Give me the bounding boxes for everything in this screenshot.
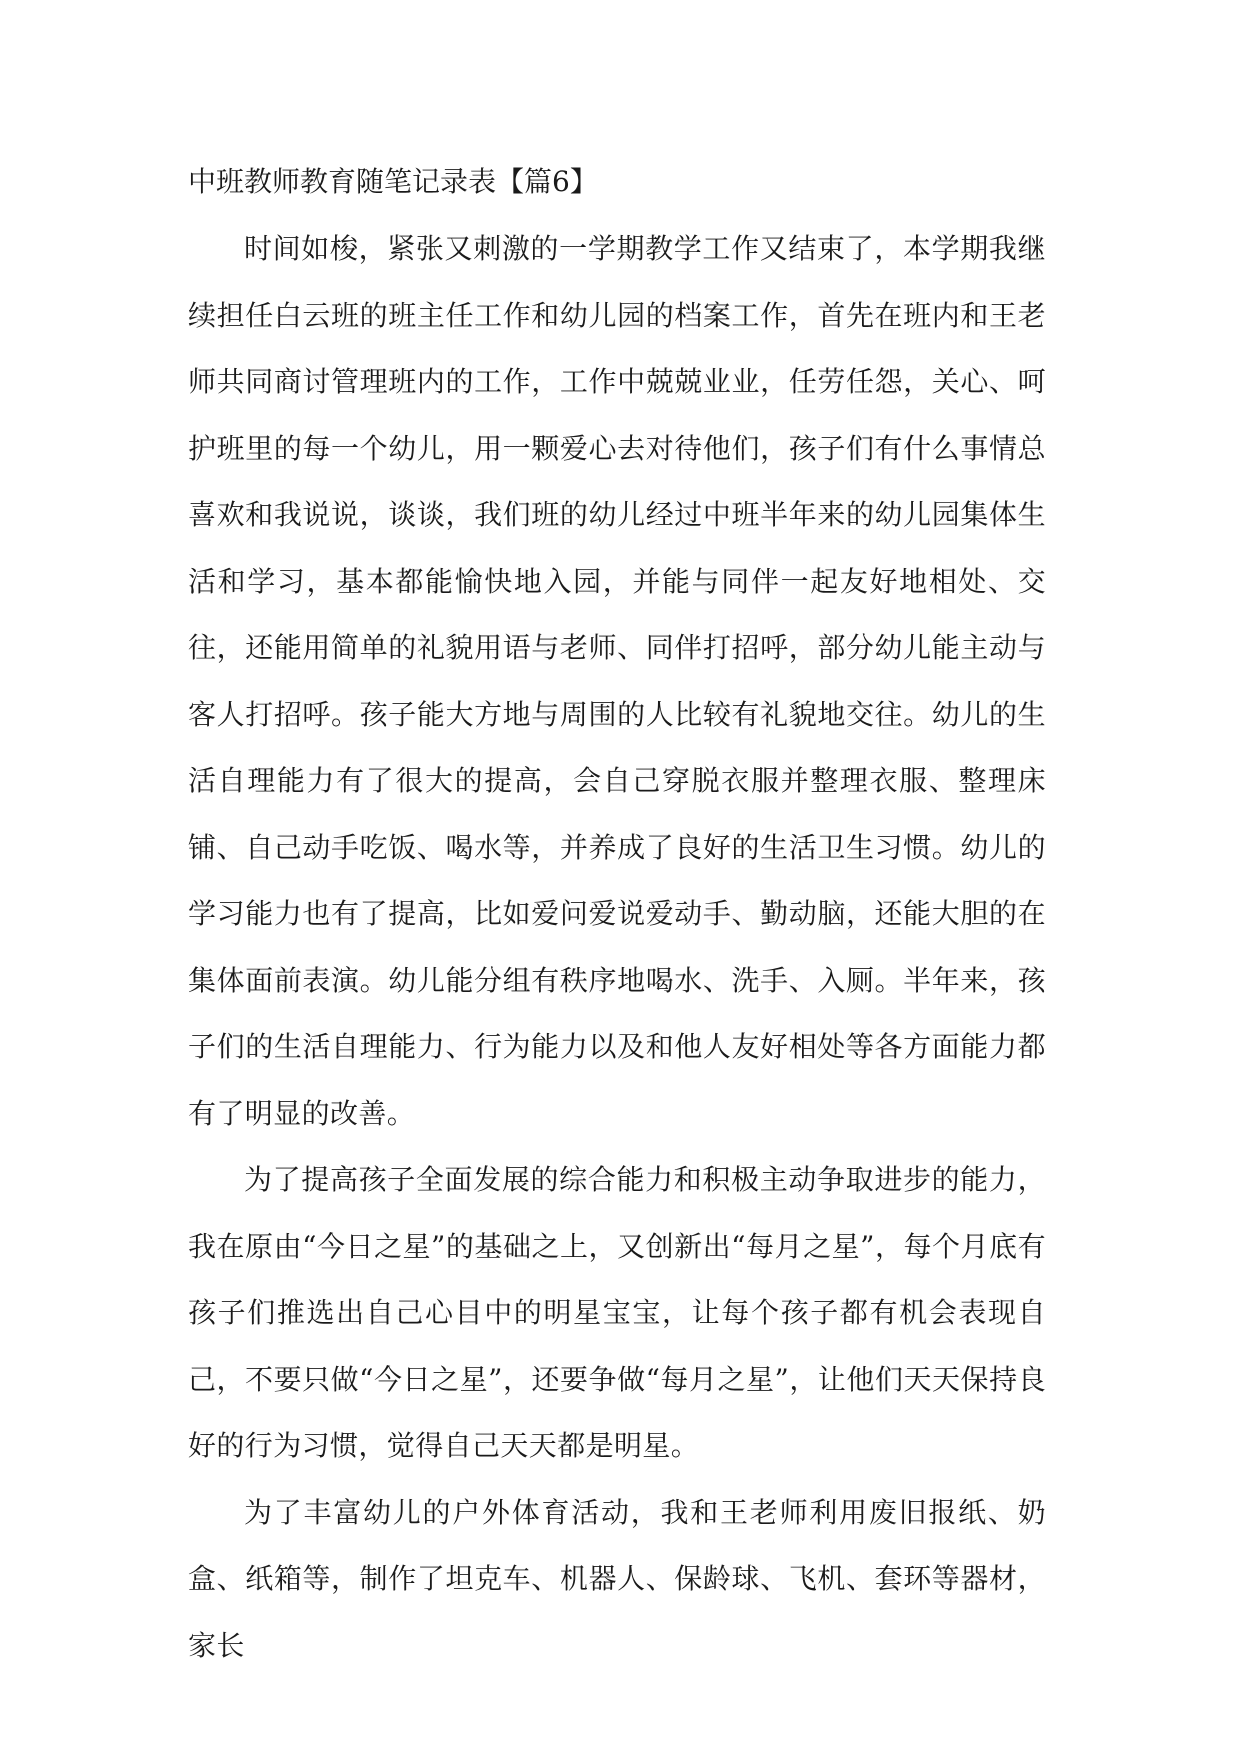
document-title: 中班教师教育随笔记录表【篇6】 [188,165,598,198]
paragraph-1: 时间如梭，紧张又刺激的一学期教学工作又结束了，本学期我继续担任白云班的班主任工作和幼儿园的档案工作，首先在班内和王老师共同商讨管理班内的工作，工作中兢兢业业，任劳任怨，关心、呵护班里的每一个幼儿，用一颗爱心去对待他们，孩子们有什么事情总喜欢和我说说，谈谈，我们班的幼儿经过中班半年来的幼儿园集体生活和学习，基本都能愉快地入园，并能与同伴一起友好地相处、交往，还能用简单的礼貌用语与老师、同伴打招呼，部分幼儿能主动与客人打招呼。孩子能大方地与周围的人比较有礼貌地交往。幼儿的生活自理能力有了很大的提高，会自己穿脱衣服并整理衣服、整理床铺、自己动手吃饭、喝水等，并养成了良好的生活卫生习惯。幼儿的学习能力也有了提高，比如爱问爱说爱动手、勤动脑，还能大胆的在集体面前表演。幼儿能分组有秩序地喝水、洗手、入厕。半年来，孩子们的生活自理能力、行为能力以及和他人友好相处等各方面能力都有了明显的改善。 [188,232,1046,1130]
document-body [188,162,1046,1679]
paragraph-2: 为了提高孩子全面发展的综合能力和积极主动争取进步的能力，我在原由“今日之星”的基础之上，又创新出“每月之星”，每个月底有孩子们推选出自己心目中的明星宝宝，让每个孩子都有机会表现自己，不要只做“今日之星”，还要争做“每月之星”，让他们天天保持良好的行为习惯，觉得自己天天都是明星。 [188,1163,1046,1462]
paragraph-3: 为了丰富幼儿的户外体育活动，我和王老师利用废旧报纸、奶盒、纸箱等，制作了坦克车、机器人、保龄球、飞机、套环等器材，家长 [188,1495,1046,1662]
